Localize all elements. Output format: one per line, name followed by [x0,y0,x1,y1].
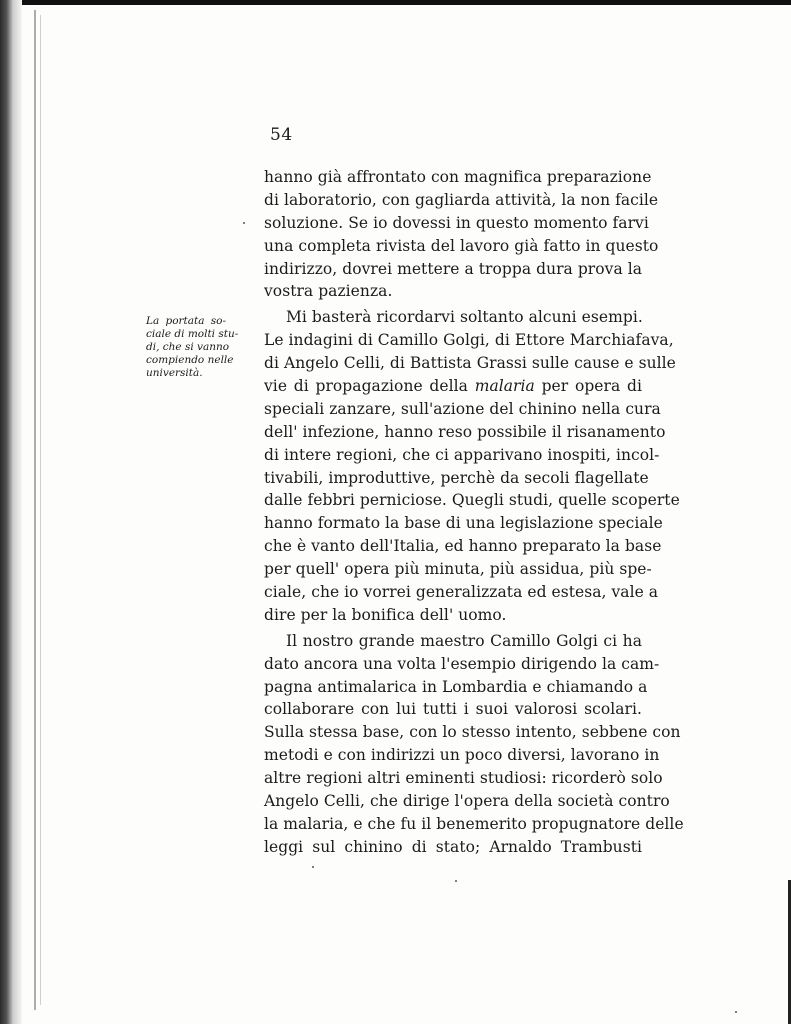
text-line: leggi sul chinino di stato; Arnaldo Trambusti [264,837,642,856]
text-line: altre regioni altri eminenti studiosi: ricorderò solo [264,769,663,788]
text-line: Sulla stessa base, con lo stesso intento, sebbene con [264,723,681,742]
text-span: vie di propagazione della [264,377,468,396]
text-line: speciali zanzare, sull'azione del chinino nella cura [264,399,661,418]
italic-term: malaria [474,377,535,396]
text-line: che è vanto dell'Italia, ed hanno preparato la base [264,537,662,556]
text-line: pagna antimalarica in Lombardia e chiamando a [264,677,648,696]
text-line: hanno già affrontato con magnifica preparazione [264,168,652,186]
scan-speck [455,880,457,882]
paragraph-3 [264,630,684,859]
text-line: metodi e con indirizzi un poco diversi, lavorano in [264,746,660,765]
text-line: vostra pazienza. [264,282,393,301]
text-line: Angelo Celli, che dirige l'opera della società contro [264,792,670,811]
text-line: Mi basterà ricordarvi soltanto alcuni esempi. [286,308,643,327]
text-line: dire per la bonifica dell' uomo. [264,605,507,624]
text-line: la malaria, e che fu il benemerito propugnatore delle [264,814,684,833]
text-span: per opera di [541,377,643,396]
text-line: indirizzo, dovrei mettere a troppa dura prova la [264,259,643,278]
text-line: collaborare con lui tutti i suoi valorosi scolari. [264,700,642,719]
text-line: dell' infezione, hanno reso possibile il risanamento [264,422,666,441]
binding-edge [0,0,22,1024]
text-line: di laboratorio, con gagliarda attività, la non facile [264,190,659,209]
text-line: soluzione. Se io dovessi in questo momento farvi [264,213,649,232]
marginal-note-line: di, che si vanno [146,341,230,353]
scan-speck [312,866,314,868]
text-line: dato ancora una volta l'esempio dirigendo la cam- [264,654,660,673]
text-line: tivabili, improduttive, perchè da secoli flagellate [264,468,649,487]
text-line: hanno formato la base di una legislazione speciale [264,514,663,533]
text-line: una completa rivista del lavoro già fatto in questo [264,236,659,255]
text-line: di Angelo Celli, di Battista Grassi sulle cause e sulle [264,354,676,373]
paragraph-2 [264,306,680,626]
text-line: ciale, che io vorrei generalizzata ed estesa, vale a [264,583,659,602]
marginal-note-line: La portata so- [146,315,226,327]
text-line: Le indagini di Camillo Golgi, di Ettore Marchiafava, [264,331,674,350]
text-line-with-italic [264,375,642,398]
marginal-note-line: università. [146,367,203,379]
top-edge-shadow [0,0,791,5]
text-line: di intere regioni, che ci apparivano inospiti, incol- [264,445,660,464]
text-line: per quell' opera più minuta, più assidua, più spe- [264,560,652,579]
paragraph-1 [264,166,659,303]
marginal-note-line: ciale di molti stu- [146,328,239,340]
scan-speck [735,1011,737,1013]
marginal-note-line: compiendo nelle [146,354,234,366]
marginal-note [146,315,239,380]
text-line: Il nostro grande maestro Camillo Golgi ci ha [286,631,642,650]
page-number: 54 [270,125,293,145]
binding-line [34,10,36,1010]
scan-speck [243,222,245,224]
text-line: dalle febbri perniciose. Quegli studi, quelle scoperte [264,491,680,510]
binding-line-secondary [40,15,41,1005]
body-text [264,166,684,859]
